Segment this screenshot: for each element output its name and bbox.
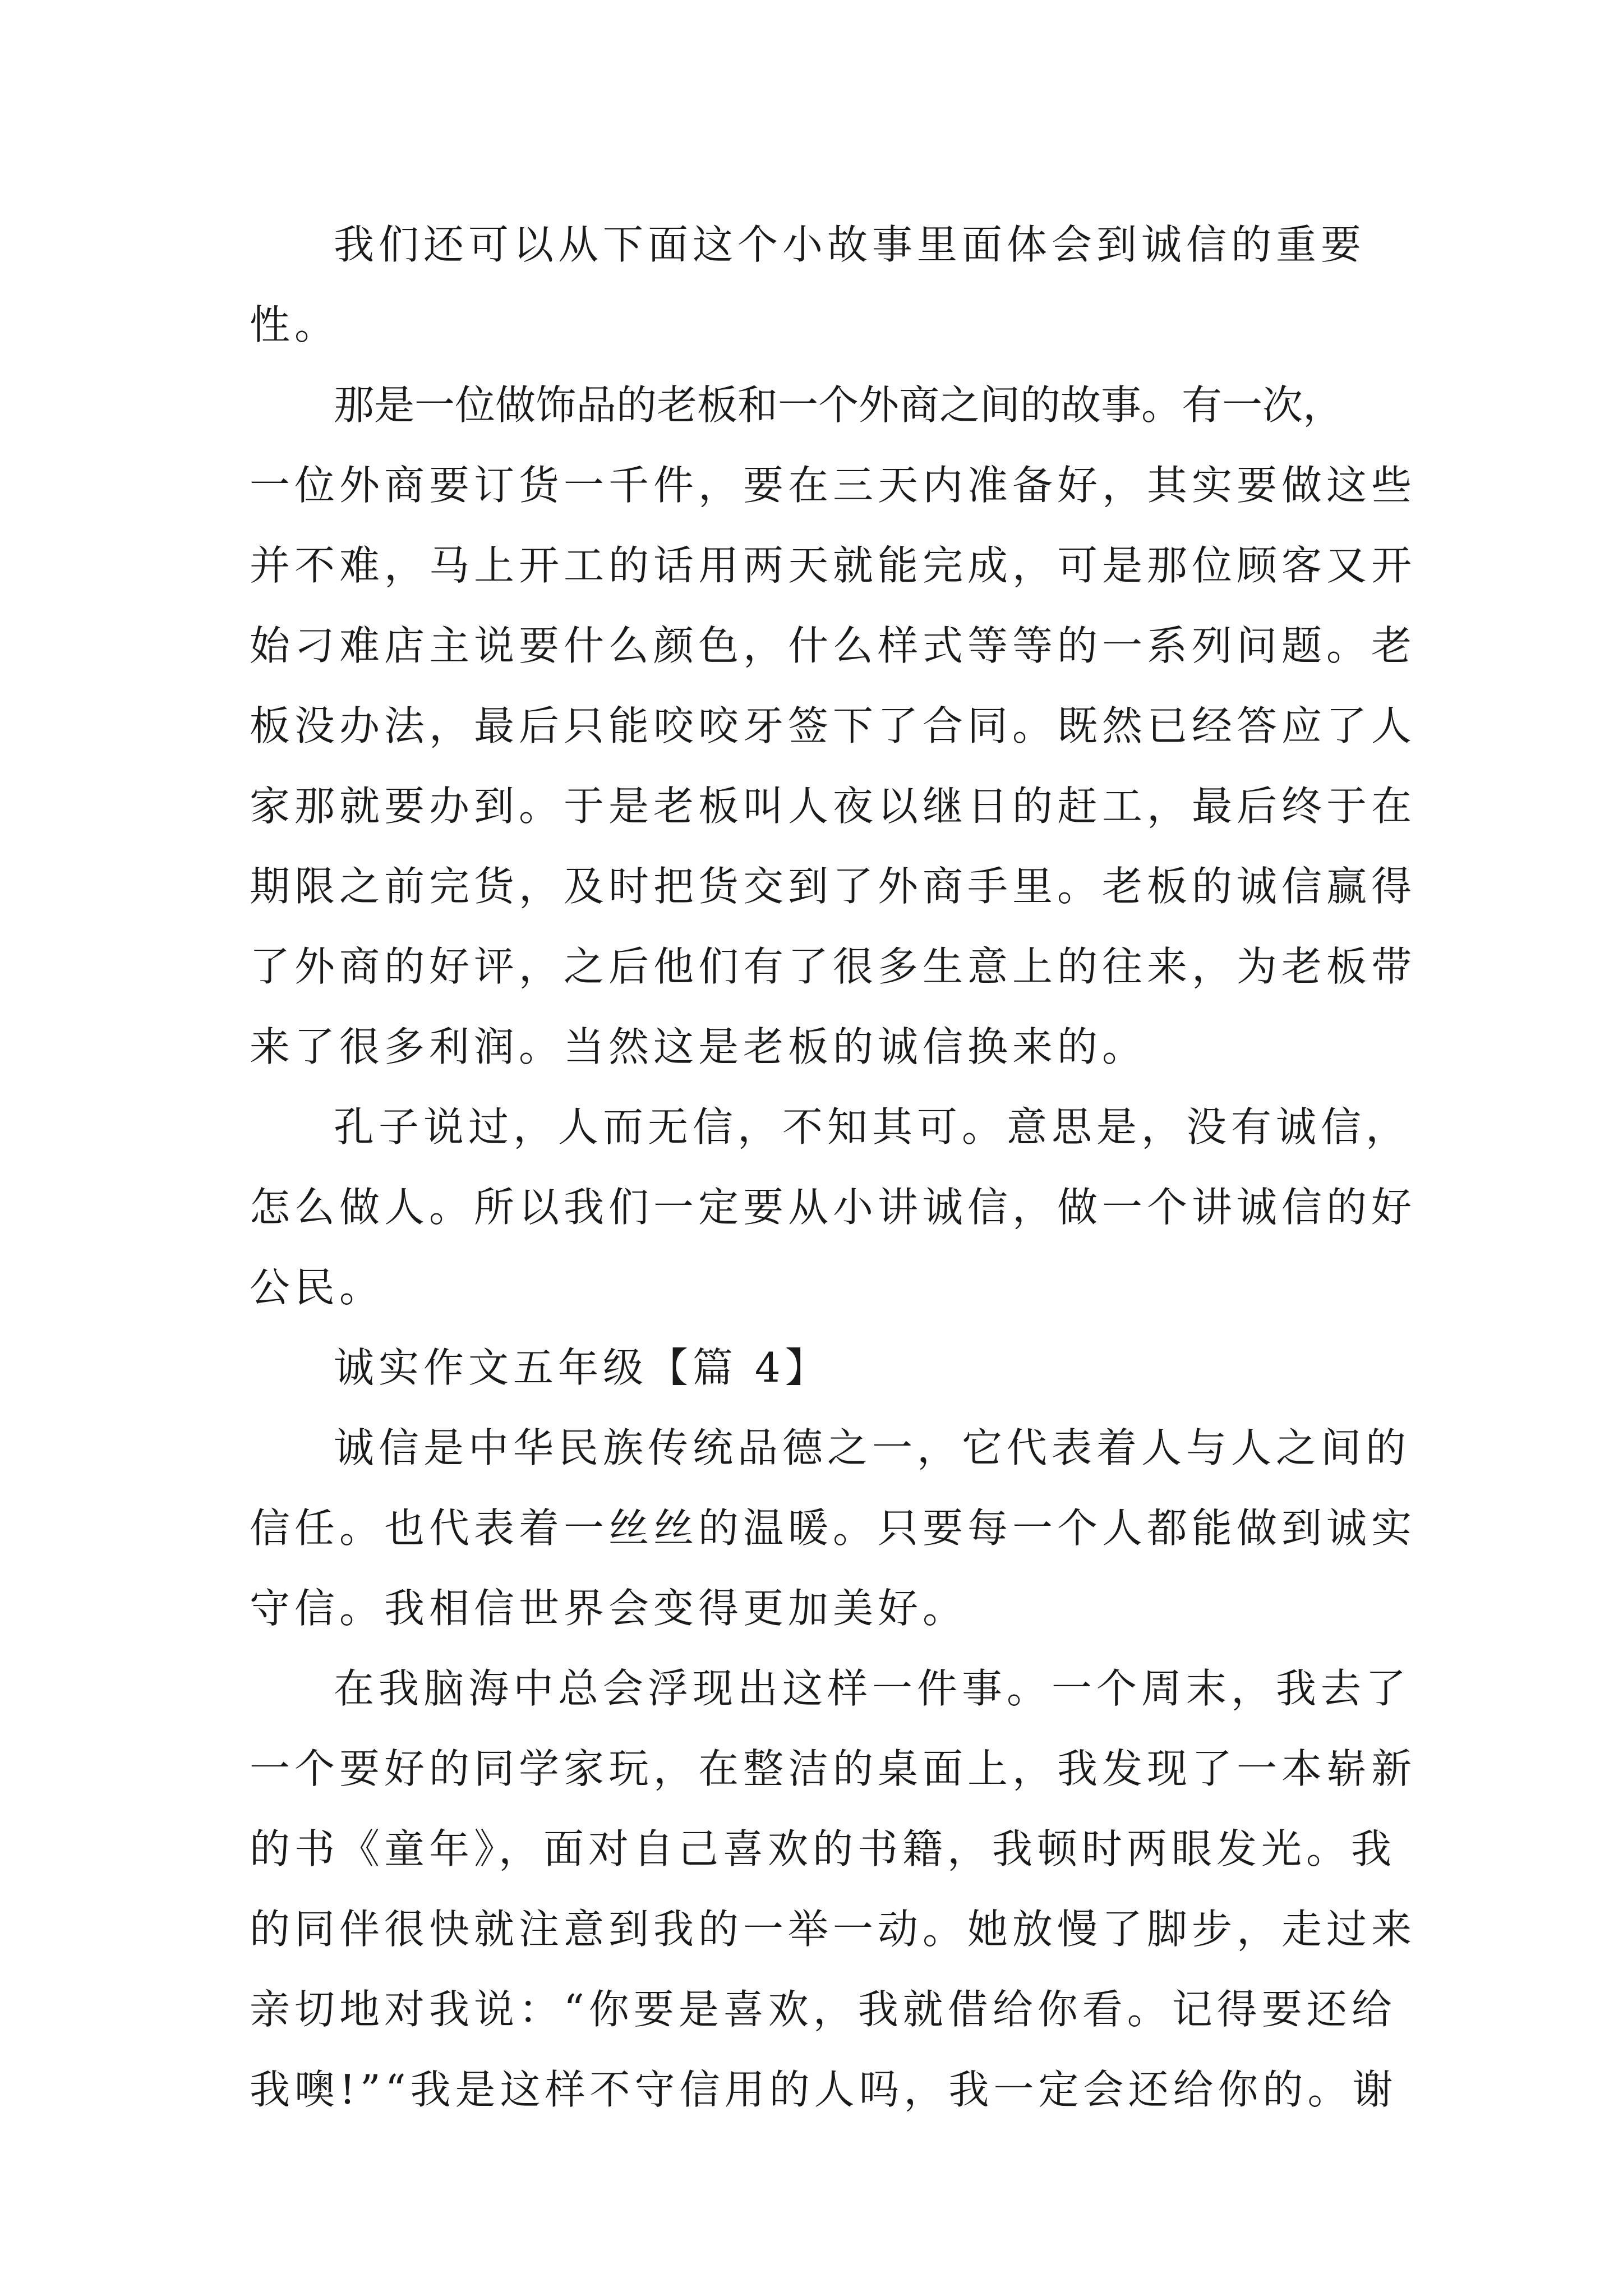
text-line: 的同伴很快就注意到我的一举一动。她放慢了脚步，走过来 [250, 1906, 1417, 1953]
text-line: 我们还可以从下面这个小故事里面体会到诚信的重要 [334, 221, 1366, 268]
text-line: 性。 [250, 301, 340, 348]
text-line: 家那就要办到。于是老板叫人夜以继日的赶工，最后终于在 [250, 783, 1417, 830]
text-line: 那是一位做饰品的老板和一个外商之间的故事。有一次， [334, 381, 1344, 429]
text-line: 亲切地对我说：“你要是喜欢，我就借给你看。记得要还给 [250, 1986, 1396, 2033]
text-line: 守信。我相信世界会变得更加美好。 [250, 1585, 968, 1632]
text-line: 一位外商要订货一千件，要在三天内准备好，其实要做这些 [250, 462, 1417, 509]
text-line: 来了很多利润。当然这是老板的诚信换来的。 [250, 1023, 1147, 1070]
text-line: 期限之前完货，及时把货交到了外商手里。老板的诚信赢得 [250, 863, 1417, 910]
text-line: 诚信是中华民族传统品德之一，它代表着人与人之间的 [334, 1424, 1411, 1471]
text-line: 我噢!”“我是这样不守信用的人吗，我一定会还给你的。谢 [250, 2066, 1398, 2113]
text-line: 并不难，马上开工的话用两天就能完成，可是那位顾客又开 [250, 542, 1417, 589]
text-line: 在我脑海中总会浮现出这样一件事。一个周末，我去了 [334, 1665, 1411, 1712]
text-line: 了外商的好评，之后他们有了很多生意上的往来，为老板带 [250, 943, 1417, 990]
section-heading: 诚实作文五年级【篇 4】 [334, 1344, 830, 1391]
text-line: 公民。 [250, 1264, 385, 1311]
text-line: 的书《童年》，面对自己喜欢的书籍，我顿时两眼发光。我 [250, 1825, 1396, 1872]
text-line: 始刁难店主说要什么颜色，什么样式等等的一系列问题。老 [250, 622, 1417, 669]
text-line: 一个要好的同学家玩，在整洁的桌面上，我发现了一本崭新 [250, 1745, 1417, 1792]
document-body [250, 205, 1417, 2130]
text-line: 孔子说过，人而无信，不知其可。意思是，没有诚信， [334, 1103, 1411, 1151]
text-line: 信任。也代表着一丝丝的温暖。只要每一个人都能做到诚实 [250, 1504, 1417, 1552]
text-line: 怎么做人。所以我们一定要从小讲诚信，做一个讲诚信的好 [250, 1184, 1417, 1231]
text-line: 板没办法，最后只能咬咬牙签下了合同。既然已经答应了人 [250, 702, 1417, 749]
